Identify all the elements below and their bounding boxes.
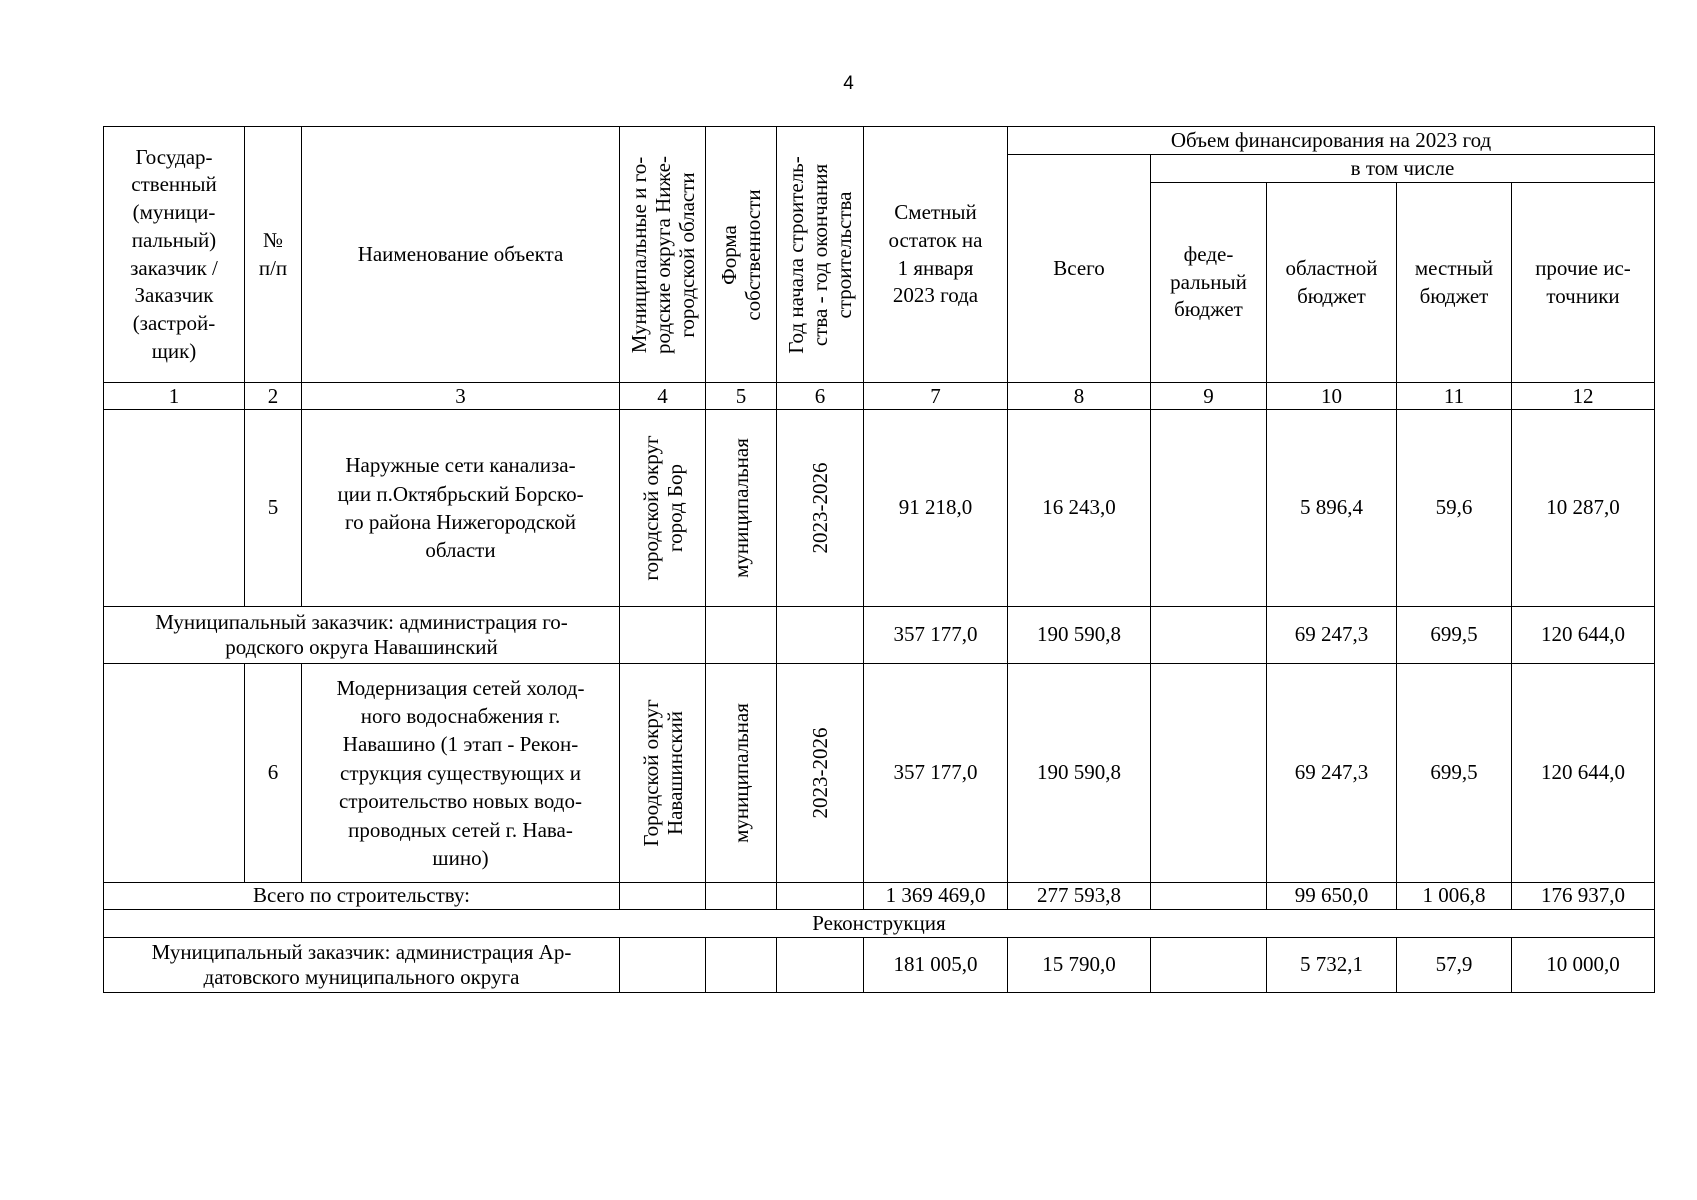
district-cell: городской округ город Бор: [620, 410, 706, 607]
column-number: 6: [777, 383, 864, 410]
object-name: Наружные сети канализа- ции п.Октябрьский Борско- го района Нижегородской области: [302, 410, 620, 607]
years-cell: 2023-2026: [777, 410, 864, 607]
empty-cell: [706, 883, 777, 910]
column-number: 5: [706, 383, 777, 410]
table-row-section: [104, 910, 1655, 938]
other-value: 10 000,0: [1512, 938, 1655, 993]
local-value: 57,9: [1397, 938, 1512, 993]
total-value: 15 790,0: [1008, 938, 1151, 993]
ownership-cell: муниципальная: [706, 410, 777, 607]
column-number: 2: [245, 383, 302, 410]
empty-cell: [620, 607, 706, 664]
estimate-value: 357 177,0: [864, 607, 1008, 664]
customer-label: Муниципальный заказчик: администрация Ар- датовского муниципального округа: [104, 938, 620, 993]
customer-label: Муниципальный заказчик: администрация го- родского округа Навашинский: [104, 607, 620, 664]
header-funding-title: Объем финансирования на 2023 год: [1008, 127, 1655, 155]
column-number: 12: [1512, 383, 1655, 410]
header-local: местный бюджет: [1397, 183, 1512, 383]
header-years: Год начала строитель- ства - год окончания строительства: [777, 127, 864, 383]
column-number: 4: [620, 383, 706, 410]
regional-value: 5 896,4: [1267, 410, 1397, 607]
row-number: 6: [245, 664, 302, 883]
table-row-total-construction: [104, 883, 1655, 910]
local-value: 699,5: [1397, 664, 1512, 883]
other-value: 10 287,0: [1512, 410, 1655, 607]
other-value: 176 937,0: [1512, 883, 1655, 910]
empty-cell: [620, 938, 706, 993]
header-object-name: Наименование объекта: [302, 127, 620, 383]
header-regional: областной бюджет: [1267, 183, 1397, 383]
total-value: 190 590,8: [1008, 607, 1151, 664]
total-value: 16 243,0: [1008, 410, 1151, 607]
local-value: 1 006,8: [1397, 883, 1512, 910]
row-number: 5: [245, 410, 302, 607]
header-other: прочие ис- точники: [1512, 183, 1655, 383]
ownership-cell: муниципальная: [706, 664, 777, 883]
header-num: № п/п: [245, 127, 302, 383]
district-cell: Городской округ Навашинский: [620, 664, 706, 883]
header-customer: Государ- ственный (муници- пальный) заказчик / Заказчик (застрой- щик): [104, 127, 245, 383]
local-value: 59,6: [1397, 410, 1512, 607]
table-row-object-6: [104, 664, 1655, 883]
empty-cell: [620, 883, 706, 910]
header-federal: феде- ральный бюджет: [1151, 183, 1267, 383]
financing-table: [103, 126, 1655, 993]
header-including: в том числе: [1151, 155, 1655, 183]
section-heading: Реконструкция: [104, 910, 1655, 938]
regional-value: 5 732,1: [1267, 938, 1397, 993]
customer-cell: [104, 410, 245, 607]
regional-value: 69 247,3: [1267, 664, 1397, 883]
header-district: Муниципальные и го- родские округа Ниже- городской области: [620, 127, 706, 383]
federal-value: [1151, 664, 1267, 883]
estimate-value: 357 177,0: [864, 664, 1008, 883]
regional-value: 99 650,0: [1267, 883, 1397, 910]
empty-cell: [706, 938, 777, 993]
column-number: 7: [864, 383, 1008, 410]
table-row-object-5: [104, 410, 1655, 607]
empty-cell: [777, 938, 864, 993]
estimate-value: 91 218,0: [864, 410, 1008, 607]
estimate-value: 1 369 469,0: [864, 883, 1008, 910]
other-value: 120 644,0: [1512, 664, 1655, 883]
header-estimate: Сметный остаток на 1 января 2023 года: [864, 127, 1008, 383]
table-row-customer-navashino: [104, 607, 1655, 664]
local-value: 699,5: [1397, 607, 1512, 664]
column-number: 3: [302, 383, 620, 410]
column-number: 10: [1267, 383, 1397, 410]
header-total: Всего: [1008, 155, 1151, 383]
empty-cell: [777, 607, 864, 664]
customer-cell: [104, 664, 245, 883]
federal-value: [1151, 883, 1267, 910]
total-value: 277 593,8: [1008, 883, 1151, 910]
page-number: 4: [843, 73, 854, 94]
estimate-value: 181 005,0: [864, 938, 1008, 993]
federal-value: [1151, 410, 1267, 607]
federal-value: [1151, 938, 1267, 993]
column-number: 1: [104, 383, 245, 410]
object-name: Модернизация сетей холод- ного водоснабжения г. Навашино (1 этап - Рекон- струкция существующих и строительство новых водо- проводных сетей г. Нава- шино): [302, 664, 620, 883]
empty-cell: [777, 883, 864, 910]
column-number: 8: [1008, 383, 1151, 410]
table-row-customer-ardatov: [104, 938, 1655, 993]
total-value: 190 590,8: [1008, 664, 1151, 883]
federal-value: [1151, 607, 1267, 664]
total-construction-label: Всего по строительству:: [104, 883, 620, 910]
column-numbers-row: [104, 383, 1655, 410]
column-number: 11: [1397, 383, 1512, 410]
column-number: 9: [1151, 383, 1267, 410]
years-cell: 2023-2026: [777, 664, 864, 883]
empty-cell: [706, 607, 777, 664]
header-row-1: [104, 127, 1655, 155]
regional-value: 69 247,3: [1267, 607, 1397, 664]
header-ownership: Форма собственности: [706, 127, 777, 383]
other-value: 120 644,0: [1512, 607, 1655, 664]
